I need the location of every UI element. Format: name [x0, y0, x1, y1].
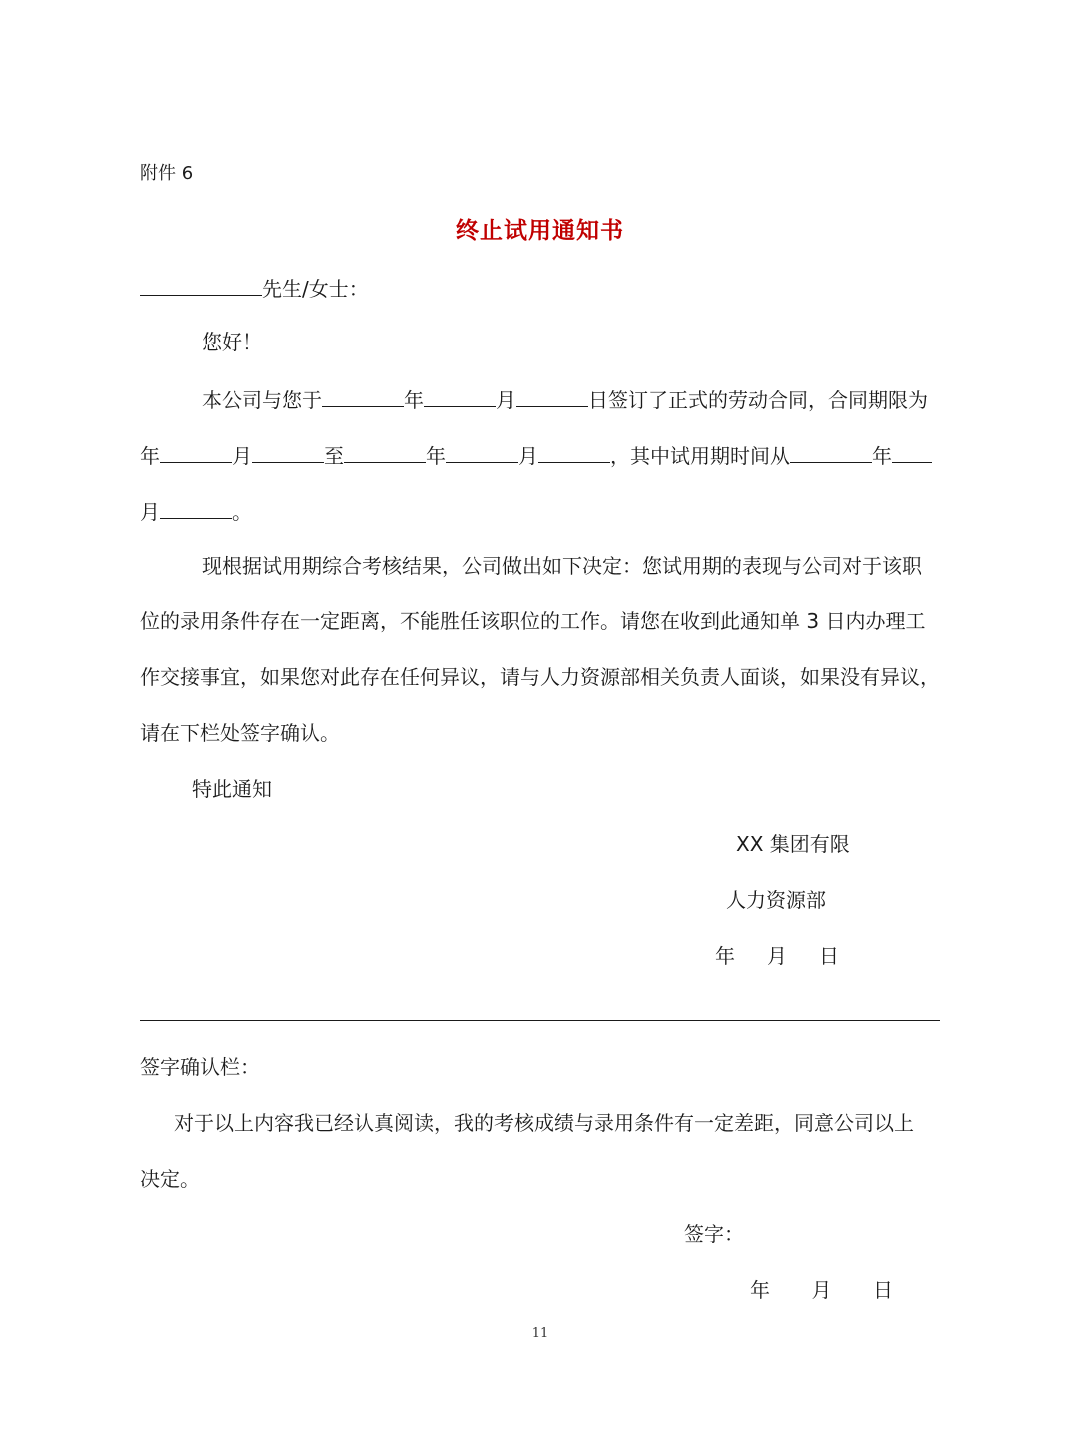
- date-day: 日: [873, 1278, 893, 1302]
- blank: [538, 440, 610, 463]
- date-year: 年: [750, 1278, 770, 1302]
- para2-line2: 位的录用条件存在一定距离，不能胜任该职位的工作。请您在收到此通知单 3 日内办理工: [140, 609, 926, 633]
- blank: [446, 440, 518, 463]
- blank: [516, 384, 588, 407]
- para1-line1: 本公司与您于 年 月 日签订了正式的劳动合同，合同期限为: [202, 384, 928, 414]
- salutation-line: [140, 273, 369, 303]
- section-divider: [140, 1020, 940, 1021]
- blank: [344, 440, 426, 463]
- para2-line4: 请在下栏处签字确认。: [140, 721, 340, 745]
- salutation: 先生/女士：: [262, 277, 369, 301]
- attachment-label: 附件 6: [140, 163, 194, 184]
- date-day: 日: [819, 944, 839, 968]
- blank: [892, 440, 932, 463]
- para1-line3: 月 。: [140, 496, 252, 526]
- greeting: 您好！: [202, 330, 262, 354]
- department-name: 人力资源部: [726, 888, 826, 912]
- blank: [322, 384, 404, 407]
- para1-line2: 年 月 至 年 月 ，其中试用期时间从 年: [140, 440, 932, 470]
- document-title: 终止试用通知书: [456, 218, 624, 244]
- blank: [424, 384, 496, 407]
- blank: [252, 440, 324, 463]
- signature-heading: 签字确认栏：: [140, 1055, 260, 1079]
- para2-line1: 现根据试用期综合考核结果，公司做出如下决定：您试用期的表现与公司对于该职: [202, 554, 922, 578]
- company-name: XX 集团有限: [736, 832, 850, 856]
- issuer-date: [715, 942, 839, 970]
- signature-date: [750, 1276, 893, 1304]
- blank: [790, 440, 872, 463]
- signature-text-line2: 决定。: [140, 1167, 200, 1191]
- blank: [160, 440, 232, 463]
- blank: [160, 496, 232, 519]
- date-month: 月: [811, 1278, 832, 1302]
- signature-text-line1: 对于以上内容我已经认真阅读，我的考核成绩与录用条件有一定差距，同意公司以上: [174, 1111, 914, 1135]
- date-year: 年: [715, 944, 735, 968]
- signature-label: 签字：: [684, 1222, 744, 1246]
- name-blank: [140, 273, 262, 296]
- date-month: 月: [767, 944, 787, 968]
- notice-text: 特此通知: [192, 777, 272, 801]
- page-number: 11: [531, 1326, 549, 1341]
- para2-line3: 作交接事宜，如果您对此存在任何异议，请与人力资源部相关负责人面谈，如果没有异议，: [140, 665, 940, 689]
